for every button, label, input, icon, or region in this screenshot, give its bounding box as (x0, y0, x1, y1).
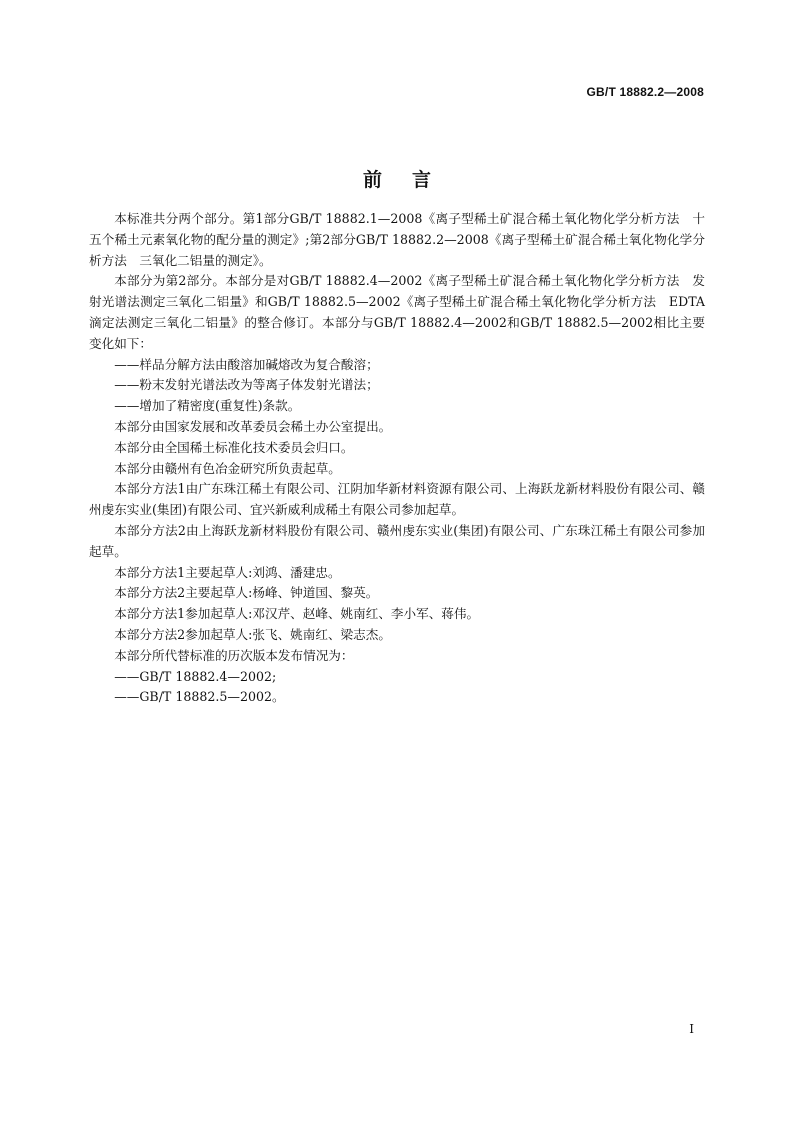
list-item-change-1: ——样品分解方法由酸溶加碱熔改为复合酸溶； (114, 356, 379, 372)
foreword-body (89, 209, 705, 708)
paragraph-history-intro: 本部分所代替标准的历次版本发布情况为： (114, 647, 354, 663)
list-item-history-1: ——GB/T 18882.4—2002; (114, 668, 277, 684)
paragraph-centralized-by: 本部分由全国稀土标准化技术委员会归口。 (114, 439, 354, 455)
paragraph-method2-drafters: 本部分方法2主要起草人:杨峰、钟道国、黎英。 (114, 585, 379, 601)
paragraph-method2-co-drafters: 本部分方法2参加起草人:张飞、姚南红、梁志杰。 (114, 626, 391, 642)
paragraph-method2-participants: 本部分方法2由上海跃龙新材料股份有限公司、赣州虔东实业(集团)有限公司、广东珠江稀土有限公司参加起草。 (89, 522, 705, 559)
page-title: 前言 (362, 168, 461, 191)
paragraph-method1-participants: 本部分方法1由广东珠江稀土有限公司、江阴加华新材料资源有限公司、上海跃龙新材料股份有限公司、赣州虔东实业(集团)有限公司、宜兴新威利成稀土有限公司参加起草。 (89, 481, 705, 518)
list-item-history-2: ——GB/T 18882.5—2002。 (114, 689, 285, 705)
paragraph-method1-co-drafters: 本部分方法1参加起草人:邓汉芹、赵峰、姚南红、李小军、蒋伟。 (114, 606, 480, 622)
list-item-change-2: ——粉末发射光谱法改为等离子体发射光谱法； (114, 377, 379, 393)
paragraph-proposed-by: 本部分由国家发展和改革委员会稀土办公室提出。 (114, 418, 392, 434)
paragraph-parts-overview: 本标准共分两个部分。第1部分GB/T 18882.1—2008《离子型稀土矿混合稀土氧化物化学分析方法 十五个稀土元素氧化物的配分量的测定》;第2部分GB/T 18882.2—2008《离子型稀土矿混合稀土氧化物化学分析方法 三氧化二铝量的测定》。 (89, 211, 705, 268)
paragraph-revision-scope: 本部分为第2部分。本部分是对GB/T 18882.4—2002《离子型稀土矿混合稀土氧化物化学分析方法 发射光谱法测定三氧化二铝量》和GB/T 18882.5—2002《离子型稀土矿混合稀土氧化物化学分析方法 EDTA滴定法测定三氧化二铝量》的整合修订。本部分与GB/T 18882.4—2002和GB/T 18882.5—2002相比主要变化如下： (89, 273, 705, 351)
paragraph-drafted-by: 本部分由赣州有色冶金研究所负责起草。 (114, 460, 341, 476)
standard-code: GB/T 18882.2—2008 (586, 85, 704, 99)
paragraph-method1-drafters: 本部分方法1主要起草人:刘鸿、潘建忠。 (114, 564, 341, 580)
page-number: I (689, 1022, 694, 1036)
list-item-change-3: ——增加了精密度(重复性)条款。 (114, 398, 301, 414)
